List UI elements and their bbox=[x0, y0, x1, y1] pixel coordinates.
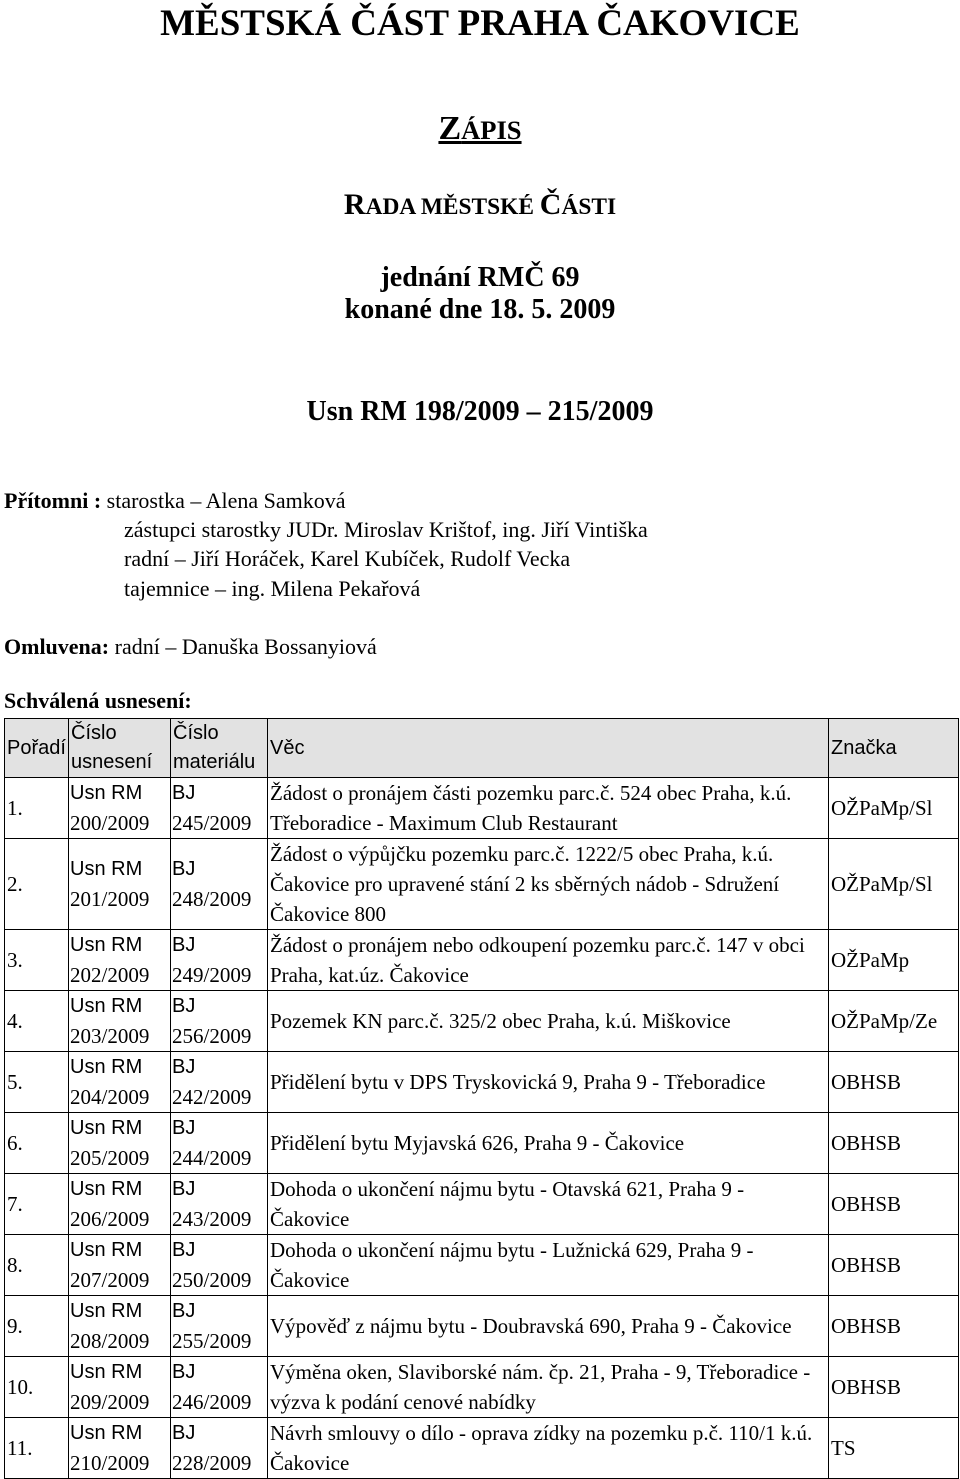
row-mark: TS bbox=[829, 1418, 959, 1479]
row-order: 3. bbox=[5, 930, 69, 991]
row-material: BJ 243/2009 bbox=[171, 1174, 268, 1235]
row-mark: OŽPaMp/Ze bbox=[829, 991, 959, 1052]
casti-rest: ÁSTI bbox=[561, 194, 617, 220]
table-row bbox=[5, 839, 959, 930]
present-mayor: starostka – Alena Samková bbox=[101, 488, 346, 513]
council-heading bbox=[0, 188, 960, 222]
meeting-number: jednání RMČ 69 bbox=[380, 262, 580, 293]
zapis-heading bbox=[0, 110, 960, 148]
row-subject: Přidělení bytu Myjavská 626, Praha 9 - Čakovice bbox=[268, 1113, 829, 1174]
table-row bbox=[5, 1418, 959, 1479]
row-material: BJ 245/2009 bbox=[171, 778, 268, 839]
header-order: Pořadí bbox=[5, 719, 69, 778]
row-order: 4. bbox=[5, 991, 69, 1052]
casti-first: Č bbox=[539, 188, 562, 221]
row-order: 10. bbox=[5, 1357, 69, 1418]
row-order: 5. bbox=[5, 1052, 69, 1113]
table-row bbox=[5, 1296, 959, 1357]
present-label: Přítomni : bbox=[4, 488, 102, 513]
row-material: BJ 256/2009 bbox=[171, 991, 268, 1052]
row-material: BJ 249/2009 bbox=[171, 930, 268, 991]
table-row bbox=[5, 1174, 959, 1235]
row-order: 2. bbox=[5, 839, 69, 930]
row-subject: Výměna oken, Slaviborské nám. čp. 21, Praha - 9, Třeboradice - výzva k podání cenové nabídky bbox=[268, 1357, 829, 1418]
header-material: Číslo materiálu bbox=[171, 719, 268, 778]
row-resolution: Usn RM 204/2009 bbox=[69, 1052, 171, 1113]
rada-rest: ADA MĚSTSKÉ bbox=[365, 194, 540, 220]
row-resolution: Usn RM 203/2009 bbox=[69, 991, 171, 1052]
header-mark: Značka bbox=[829, 719, 959, 778]
table-row bbox=[5, 1052, 959, 1113]
row-order: 11. bbox=[5, 1418, 69, 1479]
row-subject: Dohoda o ukončení nájmu bytu - Otavská 621, Praha 9 - Čakovice bbox=[268, 1174, 829, 1235]
row-mark: OBHSB bbox=[829, 1174, 959, 1235]
row-mark: OŽPaMp bbox=[829, 930, 959, 991]
approved-label: Schválená usnesení: bbox=[4, 688, 192, 713]
row-mark: OBHSB bbox=[829, 1357, 959, 1418]
row-order: 6. bbox=[5, 1113, 69, 1174]
row-resolution: Usn RM 210/2009 bbox=[69, 1418, 171, 1479]
excused-label: Omluvena: bbox=[4, 634, 110, 659]
row-resolution: Usn RM 208/2009 bbox=[69, 1296, 171, 1357]
resolutions-table bbox=[4, 718, 959, 1479]
row-subject: Výpověď z nájmu bytu - Doubravská 690, Praha 9 - Čakovice bbox=[268, 1296, 829, 1357]
row-mark: OŽPaMp/Sl bbox=[829, 778, 959, 839]
header-resolution: Číslo usnesení bbox=[69, 719, 171, 778]
row-order: 9. bbox=[5, 1296, 69, 1357]
excused-line bbox=[4, 634, 377, 660]
zapis-first: Z bbox=[438, 110, 462, 147]
municipality-title: MĚSTSKÁ ČÁST PRAHA ČAKOVICE bbox=[160, 3, 800, 44]
row-subject: Přidělení bytu v DPS Tryskovická 9, Praha 9 - Třeboradice bbox=[268, 1052, 829, 1113]
present-line bbox=[4, 488, 346, 514]
table-row bbox=[5, 1113, 959, 1174]
row-subject: Návrh smlouvy o dílo - oprava zídky na pozemku p.č. 110/1 k.ú. Čakovice bbox=[268, 1418, 829, 1479]
row-order: 7. bbox=[5, 1174, 69, 1235]
row-resolution: Usn RM 200/2009 bbox=[69, 778, 171, 839]
row-resolution: Usn RM 205/2009 bbox=[69, 1113, 171, 1174]
row-material: BJ 248/2009 bbox=[171, 839, 268, 930]
resolution-range: Usn RM 198/2009 – 215/2009 bbox=[306, 396, 654, 427]
row-mark: OŽPaMp/Sl bbox=[829, 839, 959, 930]
row-mark: OBHSB bbox=[829, 1235, 959, 1296]
row-resolution: Usn RM 206/2009 bbox=[69, 1174, 171, 1235]
row-material: BJ 228/2009 bbox=[171, 1418, 268, 1479]
row-resolution: Usn RM 209/2009 bbox=[69, 1357, 171, 1418]
row-resolution: Usn RM 201/2009 bbox=[69, 839, 171, 930]
row-material: BJ 242/2009 bbox=[171, 1052, 268, 1113]
row-material: BJ 255/2009 bbox=[171, 1296, 268, 1357]
row-subject: Dohoda o ukončení nájmu bytu - Lužnická 629, Praha 9 - Čakovice bbox=[268, 1235, 829, 1296]
row-subject: Pozemek KN parc.č. 325/2 obec Praha, k.ú. Miškovice bbox=[268, 991, 829, 1052]
row-mark: OBHSB bbox=[829, 1052, 959, 1113]
row-order: 8. bbox=[5, 1235, 69, 1296]
present-councillors: radní – Jiří Horáček, Karel Kubíček, Rudolf Vecka bbox=[124, 546, 571, 571]
present-secretary: tajemnice – ing. Milena Pekařová bbox=[124, 576, 421, 601]
table-row bbox=[5, 930, 959, 991]
row-order: 1. bbox=[5, 778, 69, 839]
excused-names: radní – Danuška Bossanyiová bbox=[109, 634, 377, 659]
meeting-date: konané dne 18. 5. 2009 bbox=[344, 294, 616, 325]
row-subject: Žádost o pronájem nebo odkoupení pozemku parc.č. 147 v obci Praha, kat.úz. Čakovice bbox=[268, 930, 829, 991]
row-material: BJ 246/2009 bbox=[171, 1357, 268, 1418]
header-subject: Věc bbox=[268, 719, 829, 778]
row-mark: OBHSB bbox=[829, 1113, 959, 1174]
table-row bbox=[5, 1357, 959, 1418]
row-resolution: Usn RM 202/2009 bbox=[69, 930, 171, 991]
row-material: BJ 250/2009 bbox=[171, 1235, 268, 1296]
rada-first: R bbox=[343, 188, 366, 221]
table-row bbox=[5, 778, 959, 839]
row-resolution: Usn RM 207/2009 bbox=[69, 1235, 171, 1296]
table-header-row bbox=[5, 719, 959, 778]
row-material: BJ 244/2009 bbox=[171, 1113, 268, 1174]
table-row bbox=[5, 991, 959, 1052]
row-mark: OBHSB bbox=[829, 1296, 959, 1357]
row-subject: Žádost o výpůjčku pozemku parc.č. 1222/5 obec Praha, k.ú. Čakovice pro upravené stání 2 ks sběrných nádob - Sdružení Čakovice 800 bbox=[268, 839, 829, 930]
zapis-rest: ÁPIS bbox=[461, 115, 522, 145]
present-deputies: zástupci starostky JUDr. Miroslav Krištof, ing. Jiří Vintiška bbox=[124, 517, 648, 542]
table-row bbox=[5, 1235, 959, 1296]
row-subject: Žádost o pronájem části pozemku parc.č. 524 obec Praha, k.ú. Třeboradice - Maximum Club Restaurant bbox=[268, 778, 829, 839]
